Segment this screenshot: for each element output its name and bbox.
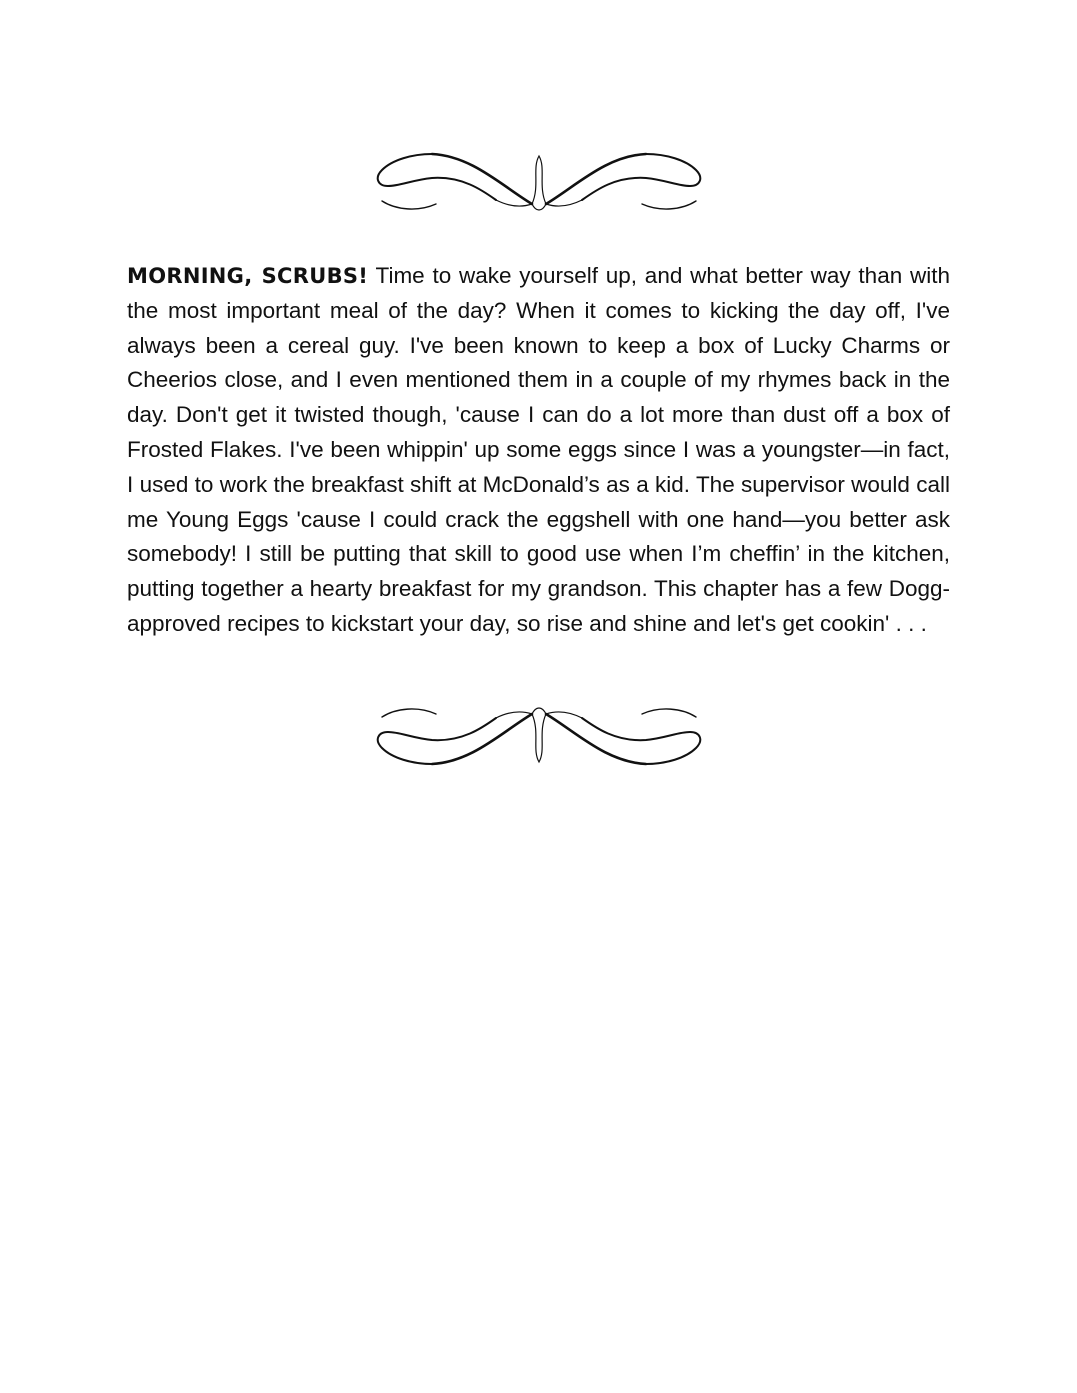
intro-body-text: Time to wake yourself up, and what better way than with the most important meal of the day? When it comes to kicking the day off, I've always been a cereal guy. I've been known to keep a box of Lucky Charms or Cheerios close, and I even mentioned them in a couple of my rhymes back in the day. Don't get it twisted though, 'cause I can do a lot more than dust off a box of Frosted Flakes. I've been whippin' up some eggs since I was a youngster—in fact, I used to work the breakfast shift at McDonald’s as a kid. The supervisor would call me Young Eggs 'cause I could crack the eggshell with one hand—you better ask somebody! I still be putting that skill to good use when I’m cheffin’ in the kitchen, putting together a hearty breakfast for my grandson. This chapter has a few Dogg- approved recipes to kickstart your day, so rise and shine and let's get cookin' . . . bbox=[127, 263, 950, 636]
flourish-icon bbox=[372, 146, 706, 218]
chapter-intro-paragraph bbox=[127, 259, 950, 642]
bottom-flourish-ornament bbox=[372, 700, 706, 772]
intro-lead-heading: MORNING, SCRUBS! bbox=[127, 264, 369, 288]
flourish-icon bbox=[372, 700, 706, 772]
top-flourish-ornament bbox=[372, 146, 706, 218]
